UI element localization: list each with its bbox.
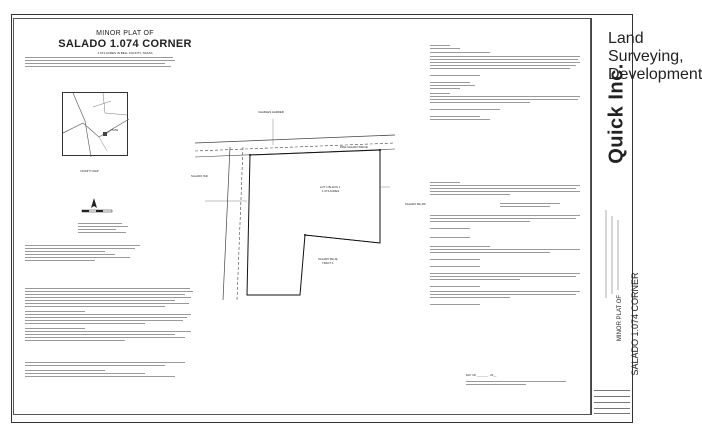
lot-label: LOT 1 BLOCK 1 (320, 185, 341, 189)
company-tagline: Land Surveying, Development (608, 30, 702, 83)
plat-title: SALADO 1.074 CORNER (58, 38, 192, 50)
county-certificate-block (430, 182, 580, 307)
north-parcel-label: CHARLES HARDER (258, 110, 284, 114)
side-title: SALADO 1.074 CORNER (630, 272, 640, 376)
vicinity-map-caption: VICINITY MAP (80, 169, 99, 173)
recording-block (466, 381, 576, 387)
company-contact-block (600, 210, 628, 300)
east-parcel-label: SALADO BLUFF (405, 202, 426, 206)
owner-certificate-block (430, 45, 580, 122)
sheet-info-grid (594, 390, 630, 420)
company-tagline-wrap (605, 30, 702, 200)
bottom-left-notes (25, 362, 195, 379)
west-parcel-label: SALADO ISD (191, 174, 208, 178)
general-notes-block (25, 57, 175, 69)
vicinity-map (62, 92, 128, 156)
left-notes-block (25, 245, 145, 263)
company-name: Quick Inc. (605, 63, 628, 164)
plat-subtitle: 1.074 ACRES IN BELL COUNTY, TEXAS (97, 51, 153, 55)
left-legend-block (78, 223, 138, 235)
remainder-label: SALADO BLUE (318, 257, 338, 261)
remainder-tract-label: TRACT 1 (322, 261, 334, 265)
lot-acres-label: 1.074 ACRES (322, 189, 340, 193)
drive-label: PIKE SALADO DRIVE (340, 145, 368, 149)
plat-title-line1: MINOR PLAT OF (96, 30, 154, 37)
signature-date-line: DAY OF _______ , 20__ (466, 373, 497, 377)
plat-notes-block (25, 288, 195, 343)
north-arrow-icon (80, 196, 120, 220)
vicinity-site-label: SITE (112, 128, 119, 132)
grid-row (594, 408, 630, 414)
side-title-line1: MINOR PLAT OF (617, 294, 623, 342)
plat-drawing (175, 95, 425, 310)
